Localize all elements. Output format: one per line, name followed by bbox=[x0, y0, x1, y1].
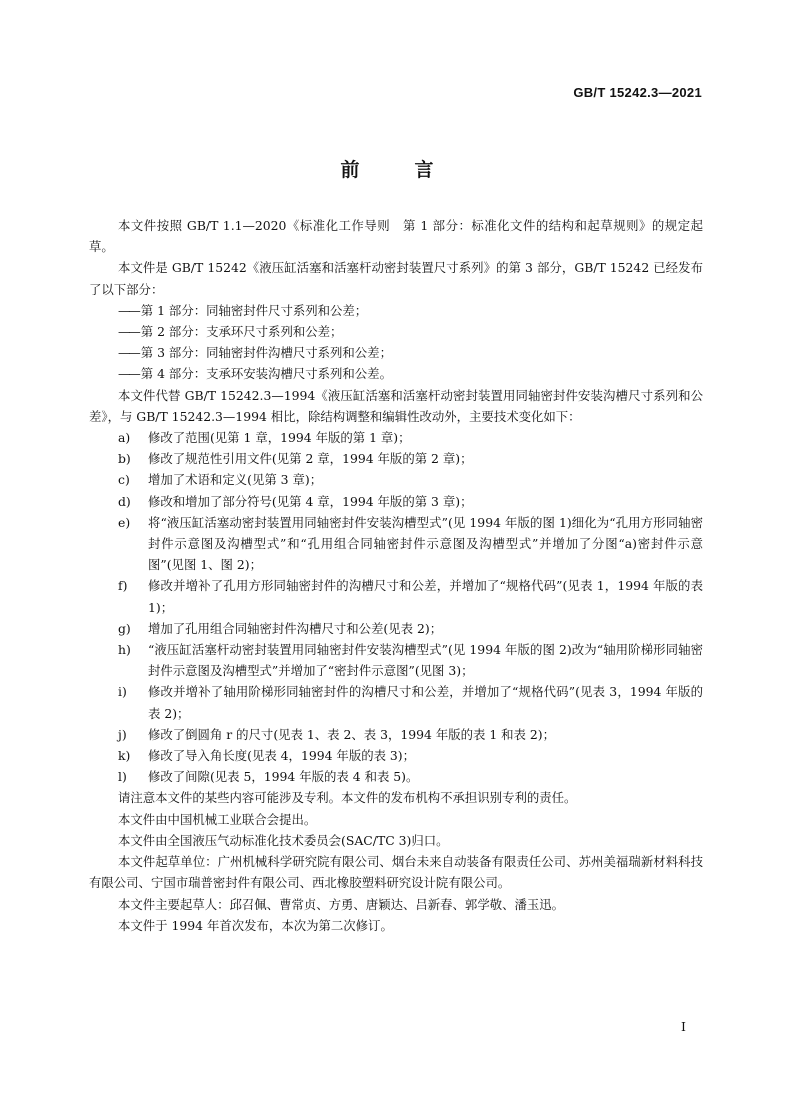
change-item-text: 将“液压缸活塞动密封装置用同轴密封件安装沟槽型式”(见 1994 年版的图 1)细化为“孔用方形同轴密封件示意图及沟槽型式”和“孔用组合同轴密封件示意图及沟槽型式”并增加了分图“a)密封件示意图”(见图 1、图 2)； bbox=[148, 514, 703, 573]
page-title: 前 言 bbox=[340, 159, 452, 181]
change-item-text: “液压缸活塞杆动密封装置用同轴密封件安装沟槽型式”(见 1994 年版的图 2)改为“轴用阶梯形同轴密封件示意图及沟槽型式”并增加了“密封件示意图”(见图 3)； bbox=[148, 642, 703, 679]
change-item-text: 修改并增补了孔用方形同轴密封件的沟槽尺寸和公差，并增加了“规格代码”(见表 1，1994 年版的表 1)； bbox=[148, 578, 703, 615]
change-item-label: e) bbox=[118, 514, 131, 530]
change-item-label: k) bbox=[118, 748, 131, 764]
change-item-label: i) bbox=[118, 684, 127, 700]
committee-paragraph: 本文件由全国液压气动标准化技术委员会(SAC/TC 3)归口。 bbox=[118, 832, 449, 848]
change-item-text: 增加了孔用组合同轴密封件沟槽尺寸和公差(见表 2)； bbox=[148, 620, 443, 636]
document-body bbox=[89, 215, 703, 936]
change-item-text: 修改和增加了部分符号(见第 4 章，1994 年版的第 3 章)； bbox=[148, 493, 473, 509]
part-list-item: —— 第 4 部分：支承环安装沟槽尺寸系列和公差。 bbox=[89, 363, 703, 384]
change-item-text: 修改了规范性引用文件(见第 2 章，1994 年版的第 2 章)； bbox=[148, 451, 473, 467]
change-item-text: 修改了范围(见第 1 章，1994 年版的第 1 章)； bbox=[148, 430, 411, 446]
change-item bbox=[89, 512, 703, 576]
change-item-label: g) bbox=[118, 620, 131, 636]
change-item-label: j) bbox=[118, 726, 127, 742]
change-item bbox=[89, 575, 703, 617]
change-item-label: d) bbox=[118, 493, 131, 509]
change-item-label: l) bbox=[118, 769, 127, 785]
change-item-label: h) bbox=[118, 642, 131, 658]
change-item-text: 修改并增补了轴用阶梯形同轴密封件的沟槽尺寸和公差，并增加了“规格代码”(见表 3，1994 年版的表 2)； bbox=[148, 684, 703, 721]
change-item bbox=[89, 681, 703, 723]
page-number: I bbox=[681, 1019, 686, 1034]
intro-paragraph-2: 本文件是 GB/T 15242《液压缸活塞和活塞杆动密封装置尺寸系列》的第 3 部分，GB/T 15242 已经发布了以下部分： bbox=[89, 260, 703, 297]
drafting-units-paragraph: 本文件起草单位：广州机械科学研究院有限公司、烟台未来自动装备有限责任公司、苏州美福瑞新材料科技有限公司、宁国市瑞普密封件有限公司、西北橡胶塑料研究设计院有限公司。 bbox=[89, 854, 703, 891]
change-item-label: c) bbox=[118, 472, 130, 488]
change-item bbox=[89, 766, 703, 787]
change-item-label: f) bbox=[118, 578, 128, 594]
change-item bbox=[89, 448, 703, 469]
change-item bbox=[89, 469, 703, 490]
change-item bbox=[89, 618, 703, 639]
part-list-item: —— 第 1 部分：同轴密封件尺寸系列和公差； bbox=[89, 300, 703, 321]
change-item bbox=[89, 427, 703, 448]
change-item-text: 修改了导入角长度(见表 4，1994 年版的表 3)； bbox=[148, 748, 416, 764]
change-item bbox=[89, 639, 703, 681]
standard-code: GB/T 15242.3—2021 bbox=[573, 85, 702, 100]
change-item bbox=[89, 491, 703, 512]
proposer-paragraph: 本文件由中国机械工业联合会提出。 bbox=[118, 811, 317, 827]
change-item-label: a) bbox=[118, 430, 131, 446]
intro-paragraph-1: 本文件按照 GB/T 1.1—2020《标准化工作导则 第 1 部分：标准化文件的结构和起草规则》的规定起草。 bbox=[89, 218, 703, 255]
part-list-item: —— 第 3 部分：同轴密封件沟槽尺寸系列和公差； bbox=[89, 342, 703, 363]
change-item bbox=[89, 745, 703, 766]
change-item-text: 修改了间隙(见表 5，1994 年版的表 4 和表 5)。 bbox=[148, 769, 419, 785]
change-item bbox=[89, 724, 703, 745]
change-item-text: 修改了倒圆角 r 的尺寸(见表 1、表 2、表 3，1994 年版的表 1 和表 2)； bbox=[148, 726, 555, 742]
part-list-item: —— 第 2 部分：支承环尺寸系列和公差； bbox=[89, 321, 703, 342]
patent-notice: 请注意本文件的某些内容可能涉及专利。本文件的发布机构不承担识别专利的责任。 bbox=[118, 790, 577, 806]
change-item-label: b) bbox=[118, 451, 131, 467]
replace-paragraph: 本文件代替 GB/T 15242.3—1994《液压缸活塞和活塞杆动密封装置用同轴密封件安装沟槽尺寸系列和公差》，与 GB/T 15242.3—1994 相比，除结构调整和编辑性改动外，主要技术变化如下： bbox=[89, 387, 703, 424]
history-paragraph: 本文件于 1994 年首次发布，本次为第二次修订。 bbox=[118, 917, 393, 933]
change-item-text: 增加了术语和定义(见第 3 章)； bbox=[148, 472, 323, 488]
drafters-paragraph: 本文件主要起草人：邱召佩、曹常贞、方勇、唐颖达、吕新春、郭学敬、潘玉迅。 bbox=[118, 896, 565, 912]
